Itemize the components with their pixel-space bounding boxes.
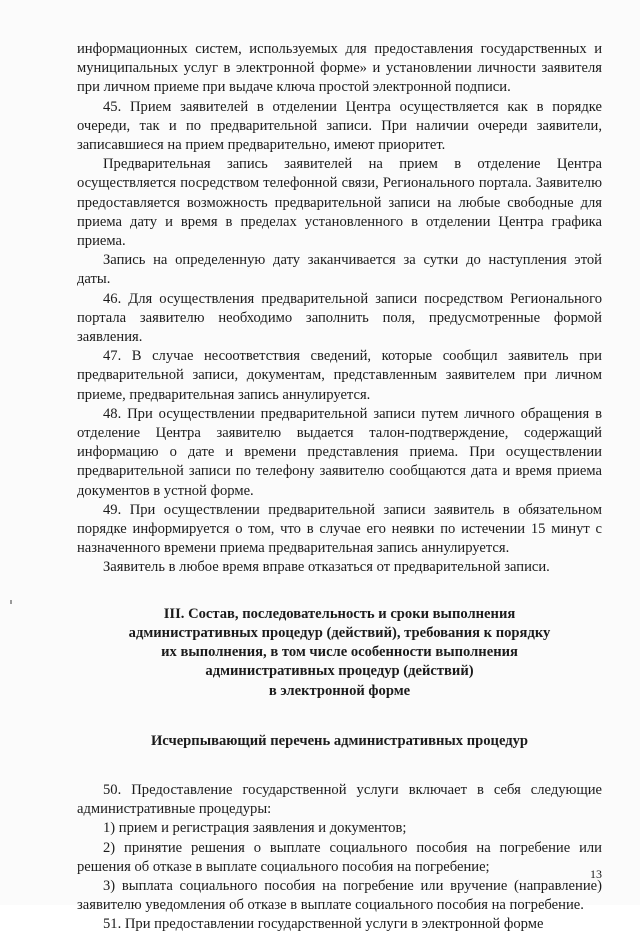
section-heading-line-3: их выполнения, в том числе особенности выполнения [161, 644, 518, 661]
section-heading-line-2: административных процедур (действий), требования к порядку [128, 624, 551, 641]
list-item-3: 3) выплата социального пособия на погребение или вручение (направление) заявителю уведомления об отказе в выплате социального пособия на погребение. [77, 877, 602, 914]
section-heading-line-1: III. Состав, последовательность и сроки выполнения [163, 605, 516, 622]
subsection-heading: Исчерпывающий перечень административных процедур [150, 732, 529, 749]
paragraph-refusal-right: Заявитель в любое время вправе отказаться от предварительной записи. [103, 559, 550, 576]
paragraph-46: 46. Для осуществления предварительной записи посредством Регионального портала заявителю необходимо заполнить поля, предусмотренные формой заявления. [77, 290, 602, 346]
list-item-1: 1) прием и регистрация заявления и документов; [103, 820, 407, 837]
paragraph-49: 49. При осуществлении предварительной записи заявитель в обязательном порядке информируется о том, что в случае его неявки по истечении 15 минут с назначенного времени приема предварительная запись аннулируется. [77, 501, 602, 557]
section-heading-line-5: в электронной форме [268, 682, 411, 699]
paragraph-prior-registration: Предварительная запись заявителей на прием в отделение Центра осуществляется посредством телефонной связи, Регионального портала. Заявителю предоставляется возможность предварительной записи на любые свободные для приема дату и время в пределах установленного в отделении Центра графика приема. [77, 156, 602, 250]
paragraph-45: 45. Прием заявителей в отделении Центра осуществляется как в порядке очереди, так и по предварительной записи. При наличии очереди заявители, записавшиеся на прием предварительно, имеют приоритет. [77, 98, 602, 154]
paragraph-48: 48. При осуществлении предварительной записи путем личного обращения в отделение Центра заявителю выдается талон-подтверждение, содержащий информацию о дате и времени представления приема. При осуществлении предварительной записи по телефону заявителю сообщаются дата и время приема документов в устной форме. [77, 405, 602, 499]
paragraph-51: 51. При предоставлении государственной услуги в электронной форме [103, 916, 544, 933]
list-item-2: 2) принятие решения о выплате социального пособия на погребение или решения об отказе в выплате социального пособия на погребение; [77, 839, 602, 875]
paragraph-50: 50. Предоставление государственной услуги включает в себя следующие административные процедуры: [77, 781, 602, 818]
paragraph-47: 47. В случае несоответствия сведений, которые сообщил заявитель при предварительной записи, документам, представленным заявителем при личном приеме, предварительная запись аннулируется. [77, 348, 602, 403]
document-body [77, 40, 602, 935]
section-heading-line-4: административных процедур (действий) [205, 663, 474, 680]
page-number: 13 [590, 867, 602, 881]
paragraph-continuation: информационных систем, используемых для предоставления государственных и муниципальных услуг в электронной форме» и установлении личности заявителя при личном приеме при выдаче ключа простой электронной подписи. [77, 41, 602, 96]
scan-artifact [10, 600, 12, 604]
paragraph-registration-deadline: Запись на определенную дату заканчивается за сутки до наступления этой даты. [77, 252, 602, 288]
